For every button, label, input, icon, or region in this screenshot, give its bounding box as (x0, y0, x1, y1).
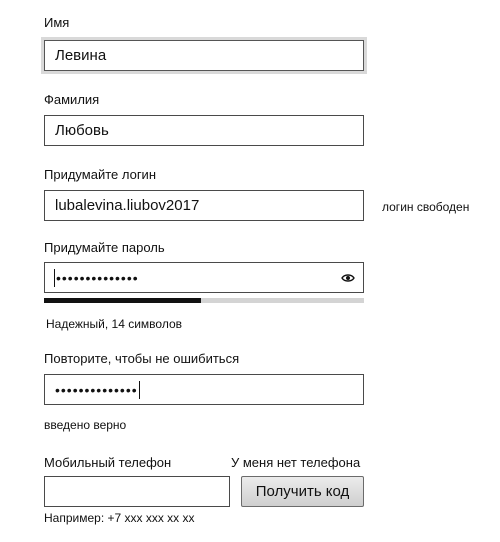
last-name-label: Фамилия (44, 92, 100, 107)
phone-label: Мобильный телефон (44, 455, 172, 470)
password-repeat-label: Повторите, чтобы не ошибиться (44, 351, 240, 366)
phone-example: Например: +7 xxx xxx xx xx (44, 511, 195, 525)
login-label: Придумайте логин (44, 167, 156, 182)
last-name-value: Любовь (55, 122, 109, 139)
no-phone-link[interactable]: У меня нет телефона (231, 455, 361, 470)
password-strength-text: Надежный, 14 символов (46, 317, 183, 331)
login-status: логин свободен (382, 200, 470, 214)
eye-icon[interactable] (341, 273, 355, 283)
password-strength-fill (44, 298, 201, 303)
text-caret (139, 381, 140, 399)
password-label: Придумайте пароль (44, 240, 165, 255)
get-code-button-label: Получить код (255, 483, 350, 500)
first-name-input[interactable] (44, 40, 364, 71)
login-value: lubalevina.liubov2017 (55, 197, 200, 214)
text-caret (54, 269, 55, 287)
login-input[interactable] (44, 190, 364, 221)
password-repeat-masked-value: •••••••••••••• (55, 381, 138, 398)
password-repeat-status: введено верно (44, 418, 127, 432)
last-name-input[interactable] (44, 115, 364, 146)
first-name-value: Левина (55, 47, 107, 64)
get-code-button[interactable] (241, 476, 364, 507)
first-name-label: Имя (44, 15, 70, 30)
password-masked-value: •••••••••••••• (56, 269, 139, 286)
password-repeat-input[interactable] (44, 374, 364, 405)
password-input[interactable] (44, 262, 364, 293)
password-strength-bar (44, 298, 364, 303)
phone-input[interactable] (44, 476, 230, 507)
